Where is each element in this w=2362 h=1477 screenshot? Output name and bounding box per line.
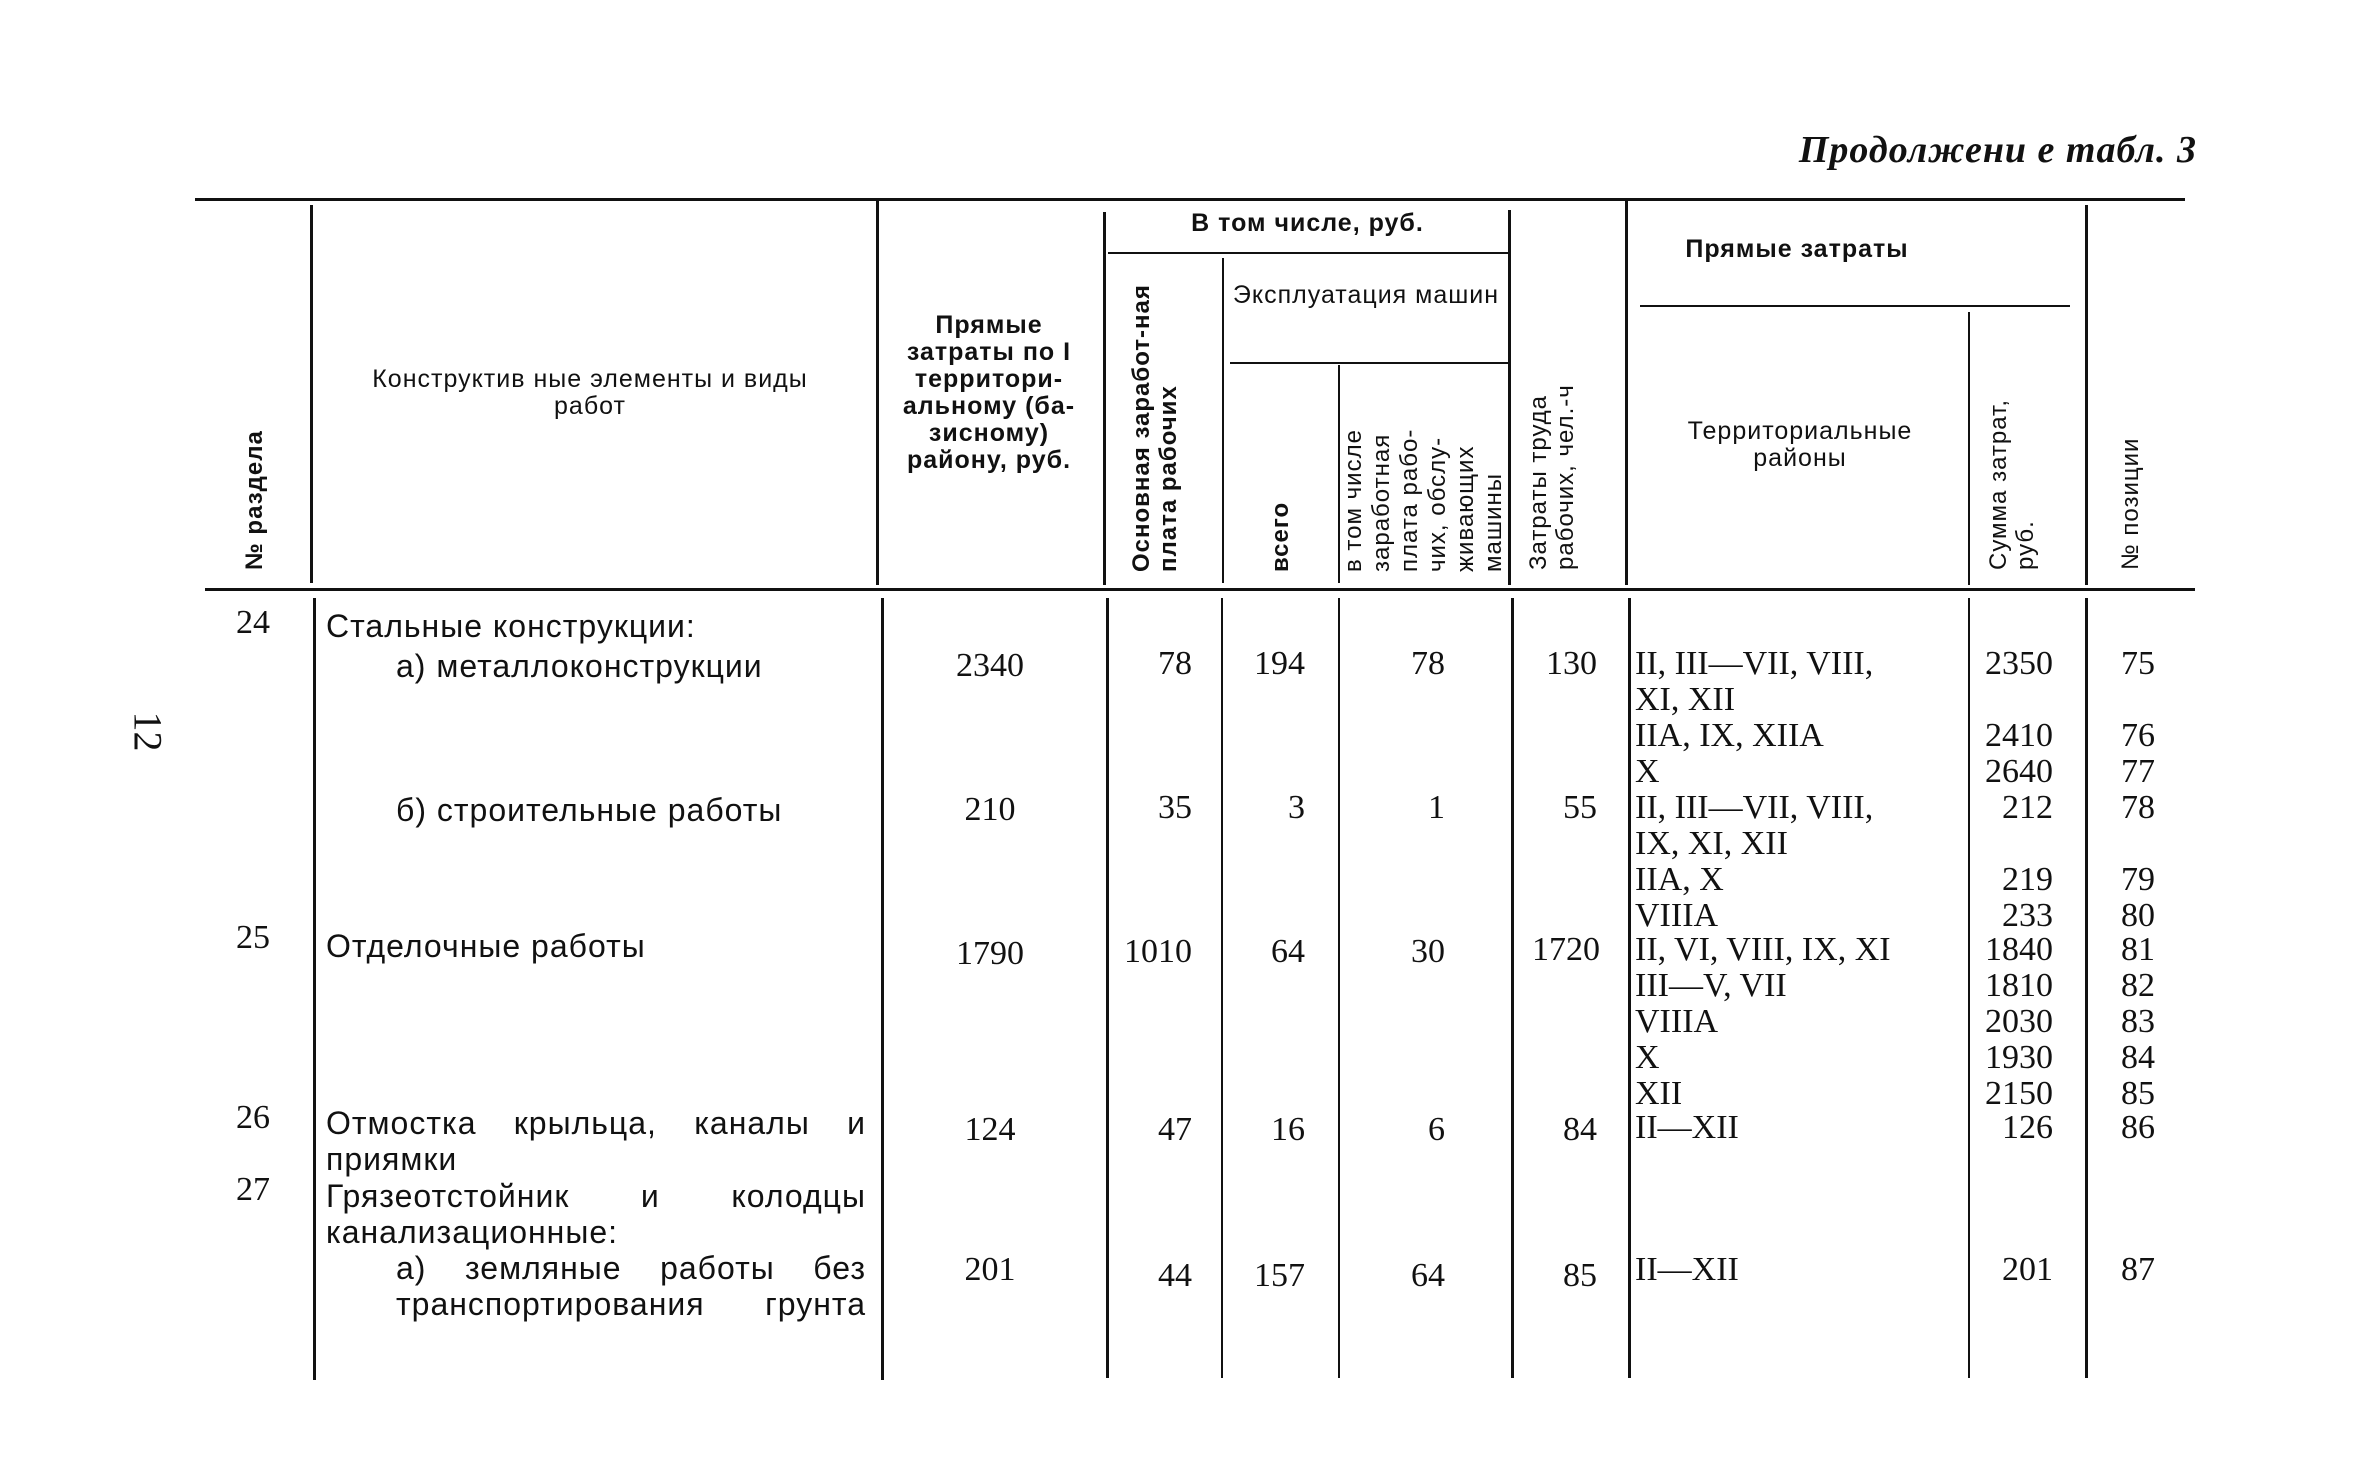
col-divider <box>876 200 879 585</box>
region: XI, XII <box>1635 681 1736 718</box>
region: II—XII <box>1635 1251 1739 1288</box>
col-divider <box>1221 598 1223 1378</box>
sum: 219 <box>2002 861 2053 898</box>
region: VIIIA <box>1635 1003 1719 1040</box>
header-incl-wage: в том числе заработная плата рабо-чих, обслу-живающих машины <box>1340 428 1507 572</box>
col-divider <box>310 205 313 583</box>
element-name: Отделочные работы <box>326 928 646 964</box>
direct-costs-rule <box>1640 305 2070 307</box>
header-position: № позиции <box>2117 437 2144 570</box>
header-total: всего <box>1267 501 1294 572</box>
labor: 85 <box>1563 1257 1597 1294</box>
col-divider <box>2085 205 2088 585</box>
header-including: В том числе, руб. <box>1191 209 1424 237</box>
header-section: № раздела <box>241 430 268 570</box>
sum: 2030 <box>1985 1003 2053 1040</box>
region: II, VI, VIII, IX, XI <box>1635 931 1891 968</box>
machine-total: 3 <box>1288 789 1305 826</box>
header-direct-costs-base: Прямые затраты по I территори-альному (ба-зисному) району, руб. <box>902 311 1076 474</box>
machine-wage: 1 <box>1428 789 1445 826</box>
labor: 84 <box>1563 1111 1597 1148</box>
table-caption: Продолжени е табл. 3 <box>1798 129 2197 171</box>
col-divider <box>881 598 884 1380</box>
col-divider <box>1625 200 1628 585</box>
col-divider <box>1628 598 1631 1378</box>
base-wage: 35 <box>1158 789 1192 826</box>
machine-total: 157 <box>1254 1257 1305 1294</box>
sum: 201 <box>2002 1251 2053 1288</box>
base-wage: 1010 <box>1124 933 1192 970</box>
sum: 2150 <box>1985 1075 2053 1112</box>
position: 85 <box>2121 1075 2155 1112</box>
position: 80 <box>2121 897 2155 934</box>
sum: 2640 <box>1985 753 2053 790</box>
region: XII <box>1635 1075 1683 1112</box>
including-rule <box>1108 252 1508 254</box>
machine-rule <box>1230 362 1508 364</box>
position: 82 <box>2121 967 2155 1004</box>
sum: 233 <box>2002 897 2053 934</box>
machine-total: 16 <box>1271 1111 1305 1148</box>
col-divider <box>1106 598 1109 1378</box>
machine-wage: 64 <box>1411 1257 1445 1294</box>
col-divider <box>1338 598 1340 1378</box>
position: 76 <box>2121 717 2155 754</box>
position: 84 <box>2121 1039 2155 1076</box>
col-divider <box>1222 258 1224 583</box>
section-number: 26 <box>236 1099 270 1136</box>
element-name: б) строительные работы <box>396 792 783 828</box>
section-number: 24 <box>236 604 270 641</box>
section-number: 27 <box>236 1171 270 1208</box>
machine-wage: 30 <box>1411 933 1445 970</box>
base-cost: 201 <box>964 1251 1016 1288</box>
header-bottom-rule <box>205 588 2195 591</box>
base-cost: 2340 <box>956 647 1024 684</box>
top-rule <box>195 198 2185 201</box>
sum: 1840 <box>1985 931 2053 968</box>
machine-wage: 6 <box>1428 1111 1445 1148</box>
sum: 2350 <box>1985 645 2053 682</box>
sum: 126 <box>2002 1109 2053 1146</box>
col-divider <box>1968 598 1970 1378</box>
position: 86 <box>2121 1109 2155 1146</box>
position: 81 <box>2121 931 2155 968</box>
section-number: 25 <box>236 919 270 956</box>
labor: 130 <box>1546 645 1597 682</box>
page-number: 12 <box>125 711 171 752</box>
col-divider <box>1103 212 1106 585</box>
position: 75 <box>2121 645 2155 682</box>
element-name: а) земляные работы без транспортирования грунта <box>396 1250 866 1322</box>
labor: 55 <box>1563 789 1597 826</box>
region: II—XII <box>1635 1109 1739 1146</box>
col-divider <box>1508 210 1511 585</box>
region: IX, XI, XII <box>1635 825 1788 862</box>
region: X <box>1635 1039 1660 1076</box>
col-divider <box>2085 598 2088 1378</box>
region: IIA, IX, XIIA <box>1635 717 1824 754</box>
base-cost: 124 <box>964 1111 1016 1148</box>
machine-wage: 78 <box>1411 645 1445 682</box>
sum: 1930 <box>1985 1039 2053 1076</box>
header-regions: Территориальные районы <box>1687 417 1913 472</box>
base-cost: 1790 <box>956 935 1024 972</box>
col-divider <box>1968 312 1970 585</box>
region: X <box>1635 753 1660 790</box>
position: 83 <box>2121 1003 2155 1040</box>
sum: 2410 <box>1985 717 2053 754</box>
region: II, III—VII, VIII, <box>1635 645 1874 682</box>
element-name: Грязеотстойник и колодцы канализационные: <box>326 1178 866 1250</box>
header-base-wage: Основная заработ-ная плата рабочих <box>1128 284 1182 572</box>
labor: 1720 <box>1532 931 1600 968</box>
position: 77 <box>2121 753 2155 790</box>
element-name: а) металлоконструкции <box>396 648 763 684</box>
base-wage: 44 <box>1158 1257 1192 1294</box>
machine-total: 64 <box>1271 933 1305 970</box>
header-direct-costs: Прямые затраты <box>1685 235 1909 263</box>
region: IIA, X <box>1635 861 1724 898</box>
region: III—V, VII <box>1635 967 1787 1004</box>
base-wage: 78 <box>1158 645 1192 682</box>
header-machine-ops: Эксплуатация машин <box>1232 281 1500 309</box>
header-labor: Затраты труда рабочих, чел.-ч <box>1525 384 1579 570</box>
base-wage: 47 <box>1158 1111 1192 1148</box>
base-cost: 210 <box>964 791 1016 828</box>
machine-total: 194 <box>1254 645 1305 682</box>
sum: 212 <box>2002 789 2053 826</box>
sum: 1810 <box>1985 967 2053 1004</box>
region: II, III—VII, VIII, <box>1635 789 1874 826</box>
header-elements: Конструктив ные элементы и виды работ <box>372 365 808 420</box>
element-name: Стальные конструкции: <box>326 608 696 644</box>
header-sum: Сумма затрат, руб. <box>1985 398 2039 570</box>
col-divider <box>313 598 316 1380</box>
position: 87 <box>2121 1251 2155 1288</box>
region: VIIIA <box>1635 897 1719 934</box>
position: 78 <box>2121 789 2155 826</box>
position: 79 <box>2121 861 2155 898</box>
element-name: Отмостка крыльца, каналы и приямки <box>326 1105 866 1177</box>
